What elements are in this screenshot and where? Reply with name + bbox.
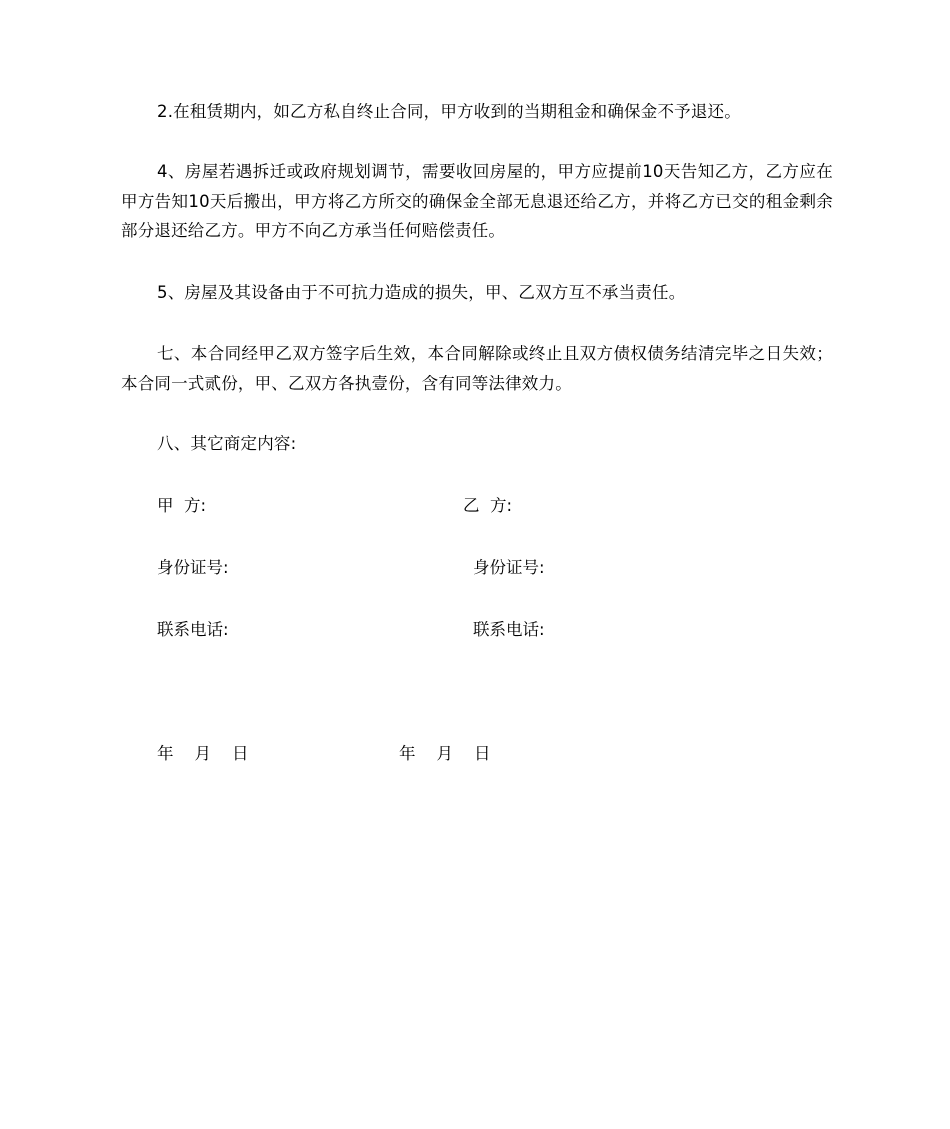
clause-5-paragraph: 5、房屋及其设备由于不可抗力造成的损失，甲、乙双方互不承当责任。 xyxy=(157,283,686,302)
id-number-b-label: 身份证号: xyxy=(473,558,545,577)
party-a-label: 甲 方: xyxy=(157,496,207,515)
clause-eight-paragraph: 八、其它商定内容: xyxy=(157,434,297,453)
id-number-a-label: 身份证号: xyxy=(157,558,229,577)
date-b: 年 月 日 xyxy=(399,744,491,763)
phone-b-label: 联系电话: xyxy=(473,620,545,639)
party-b-label: 乙 方: xyxy=(463,496,513,515)
clause-4-paragraph: 4、房屋若遇拆迁或政府规划调节，需要收回房屋的，甲方应提前10天告知乙方，乙方应在甲方告知10天后搬出，甲方将乙方所交的确保金全部无息退还给乙方，并将乙方已交的租金剩余部分退还给乙方。甲方不向乙方承当任何赔偿责任。 xyxy=(121,162,833,240)
phone-a-label: 联系电话: xyxy=(157,620,229,639)
clause-2-paragraph: 2.在租赁期内，如乙方私自终止合同，甲方收到的当期租金和确保金不予退还。 xyxy=(157,102,741,121)
clause-seven-paragraph: 七、本合同经甲乙双方签字后生效，本合同解除或终止且双方债权债务结清完毕之日失效；本合同一式贰份，甲、乙双方各执壹份，含有同等法律效力。 xyxy=(121,344,833,393)
date-a: 年 月 日 xyxy=(157,744,249,763)
